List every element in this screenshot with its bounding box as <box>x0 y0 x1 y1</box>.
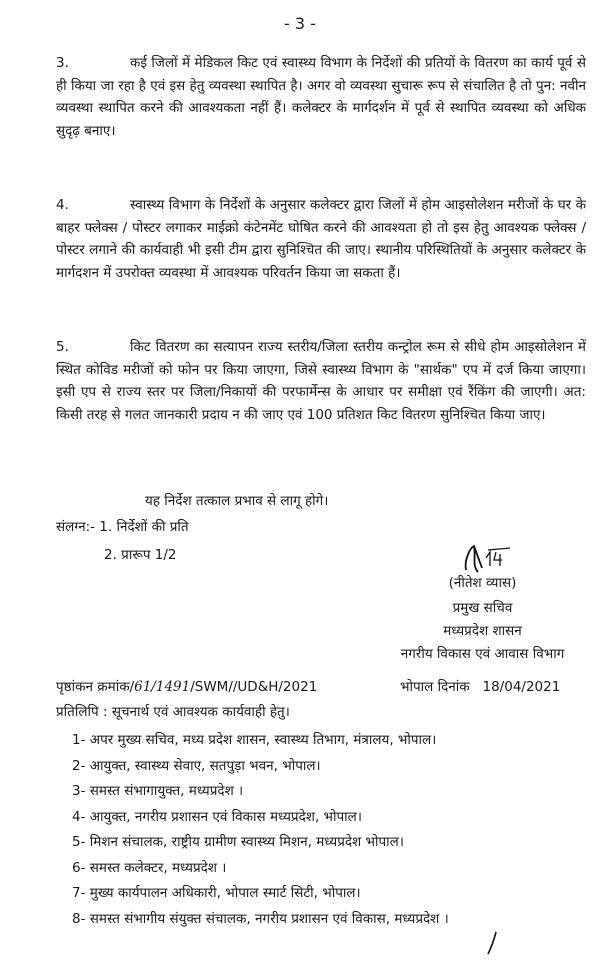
enclosure-item: 2. प्रारूप 1/2 <box>104 547 177 563</box>
list-item: 3- समस्त संभागायुक्त, मध्यप्रदेश । <box>72 783 244 799</box>
list-item: 1- अपर मुख्य सचिव, मध्य प्रदेश शासन, स्वास्थ्य तिभाग, मंत्रालय, भोपाल। <box>72 732 437 748</box>
paragraph-text: कई जिलों में मेडिकल किट एवं स्वास्थ्य विभाग के निर्देशों की प्रतियों के वितरण का कार्य पूर्व से ही किया जा रहा है एवं इस हेतु व्यवस्था स्थापित है। अगर वो व्यवस्था सुचारू रूप से संचालित है तो पुन: नवीन व्यवस्था स्थापित करने की आवश्यकता नहीं हैं। कलेक्टर के मार्गदर्शन में पूर्व से स्थापित व्यवस्था को अधिक सुदृढ़ बनाए। <box>56 55 586 139</box>
list-item: 5- मिशन संचालक, राष्ट्रीय ग्रामीण स्वास्थ्य मिशन, मध्यप्रदेश भोपाल। <box>72 834 404 850</box>
endorsement-date: 18/04/2021 <box>482 679 561 695</box>
signatory-government: मध्यप्रदेश शासन <box>443 623 522 639</box>
effective-directive: यह निर्देश तत्काल प्रभाव से लागू होगे। <box>145 493 329 509</box>
paragraph-5 <box>56 336 586 426</box>
paragraph-number: 3. <box>56 55 69 71</box>
paragraph-3 <box>56 52 586 142</box>
list-item: 6- समस्त कलेक्टर, मध्यप्रदेश । <box>72 859 227 876</box>
copy-to-heading: प्रतिलिपि : सूचनार्थ एवं आवश्यक कार्यवाही हेतु। <box>56 704 290 720</box>
recipient-list <box>72 728 449 932</box>
signatory-name: (नीतेश व्यास) <box>448 575 517 591</box>
enclosure-item: 1. निर्देशों की प्रति <box>99 519 189 535</box>
paragraph-4 <box>56 194 586 284</box>
enclosure-line <box>56 517 189 535</box>
endorsement-prefix: पृष्ठांकन क्रमांक/ <box>56 679 135 695</box>
list-item: 4- आयुक्त, नगरीय प्रशासन एवं विकास मध्यप्रदेश, भोपाल। <box>72 808 362 825</box>
place-date <box>400 677 560 695</box>
place-date-label: भोपाल दिनांक <box>400 679 470 695</box>
enclosure-label: संलग्न:- <box>56 519 95 535</box>
endorsement-number <box>56 677 317 695</box>
list-item: 8- समस्त संभागीय संयुक्त संचालक, नगरीय प्रशासन एवं विकास, मध्यप्रदेश । <box>72 910 449 927</box>
pen-stroke-mark <box>482 930 502 956</box>
page-number: - 3 - <box>284 14 316 33</box>
signatory-department: नगरीय विकास एवं आवास विभाग <box>400 646 565 662</box>
signatory-designation: प्रमुख सचिव <box>452 600 513 616</box>
handwritten-number: 61/1491 <box>134 679 191 695</box>
endorsement-suffix: /SWM//UD&H/2021 <box>190 679 318 695</box>
paragraph-text: स्वास्थ्य विभाग के निर्देशों के अनुसार कलेक्टर द्वारा जिलों में होम आइसोलेशन मरीजों के घर के बाहर फ्लेक्स / पोस्टर लगाकर माईक्रो कंटेनमेंट घोषित करने की आवश्यता हो तो इस हेतु आवश्यक फ्लेक्स / पोस्टर लगाने की कार्यवाही भी इसी टीम द्वारा सुनिश्चित की जाए। स्थानीय परिस्थितियों के अनुसार कलेक्टर के मार्गदशन में उपरोक्त व्यवस्था में आवश्यक परिवर्तन किया जा सकता हैं। <box>56 197 586 281</box>
list-item: 7- मुख्य कार्यपालन अधिकारी, भोपाल स्मार्ट सिटी, भोपाल। <box>72 885 361 901</box>
paragraph-number: 5. <box>56 339 69 355</box>
paragraph-number: 4. <box>56 197 69 213</box>
list-item: 2- आयुक्त, स्वास्थ्य सेवाए, सतपुड़ा भवन, भोपाल। <box>72 757 321 774</box>
paragraph-text: किट वितरण का सत्यापन राज्य स्तरीय/जिला स्तरीय कन्ट्रोल रूम से सीधे होम आइसोलेशन में स्थित कोविड मरीजों को फोन पर किया जाएगा, जिसे स्वास्थ्य विभाग के "सार्थक" एप में दर्ज किया जाएगा। इसी एप से राज्य स्तर पर जिला/निकायों की परफार्मेन्स के आधार पर समीक्षा एवं रैंकिंग की जाएगी। अत: किसी तरह से गलत जानकारी प्रदाय न की जाए एवं 100 प्रतिशत किट वितरण सुनिश्चित किया जाए। <box>56 339 586 423</box>
